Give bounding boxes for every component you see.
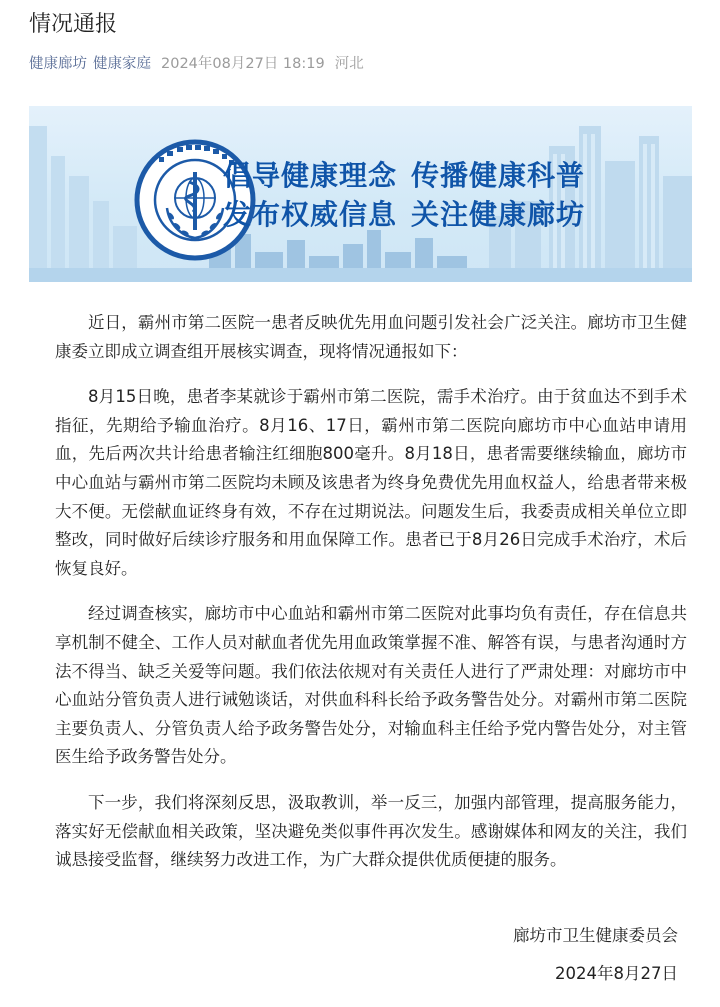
banner-slogan-line-1: [223, 158, 585, 194]
slogan-part-2: 传播健康科普: [411, 159, 586, 192]
slogan-part-1: 倡导健康理念: [223, 159, 398, 192]
page-title: 情况通报: [29, 12, 118, 37]
publish-location: 河北: [334, 56, 364, 72]
article-signature: 廊坊市卫生健康委员会: [513, 926, 678, 945]
article-body: [55, 309, 687, 892]
article-paragraph-2: 8月15日晚，患者李某就诊于霸州市第二医院，需手术治疗。由于贫血达不到手术指征，先期给予输血治疗。8月16、17日，霸州市第二医院向廊坊市中心血站申请用血，先后两次共计给患者输注红细胞800毫升。8月18日，患者需要继续输血，廊坊市中心血站与霸州市第二医院均未顾及该患者为终身免费优先用血权益人，给患者带来极大不便。无偿献血证终身有效，不存在过期说法。问题发生后，我委责成相关单位立即整改，同时做好后续诊疗服务和用血保障工作。患者已于8月26日完成手术治疗，术后恢复良好。: [55, 387, 687, 578]
account-sub-link[interactable]: 健康家庭: [93, 56, 151, 72]
header-banner-image: [29, 106, 692, 282]
slogan-part-3: 发布权威信息: [223, 198, 398, 231]
slogan-part-4: 关注健康廊坊: [411, 198, 586, 231]
article-date: 2024年8月27日: [555, 964, 678, 983]
article-paragraph-1: 近日，霸州市第二医院一患者反映优先用血问题引发社会广泛关注。廊坊市卫生健康委立即成立调查组开展核实调查，现将情况通报如下：: [55, 313, 687, 361]
article-paragraph-4: 下一步，我们将深刻反思，汲取教训，举一反三，加强内部管理，提高服务能力，落实好无偿献血相关政策，坚决避免类似事件再次发生。感谢媒体和网友的关注，我们诚恳接受监督，继续努力改进工作，为广大群众提供优质便捷的服务。: [55, 792, 687, 870]
city-skyline-background: [29, 106, 692, 282]
article-paragraph-3: 经过调查核实，廊坊市中心血站和霸州市第二医院对此事均负有责任，存在信息共享机制不健全、工作人员对献血者优先用血政策掌握不准、解答有误，与患者沟通时方法不得当、缺乏关爱等问题。我们依法依规对有关责任人进行了严肃处理：对廊坊市中心血站分管负责人进行诫勉谈话，对供血科科长给予政务警告处分。对霸州市第二医院主要负责人、分管负责人给予政务警告处分，对输血科主任给予党内警告处分，对主管医生给予政务警告处分。: [55, 604, 687, 767]
banner-slogan-line-2: [223, 197, 585, 233]
account-name-link[interactable]: 健康廊坊: [29, 56, 87, 72]
article-meta: [29, 54, 364, 74]
publish-time: 2024年08月27日 18:19: [161, 56, 325, 72]
